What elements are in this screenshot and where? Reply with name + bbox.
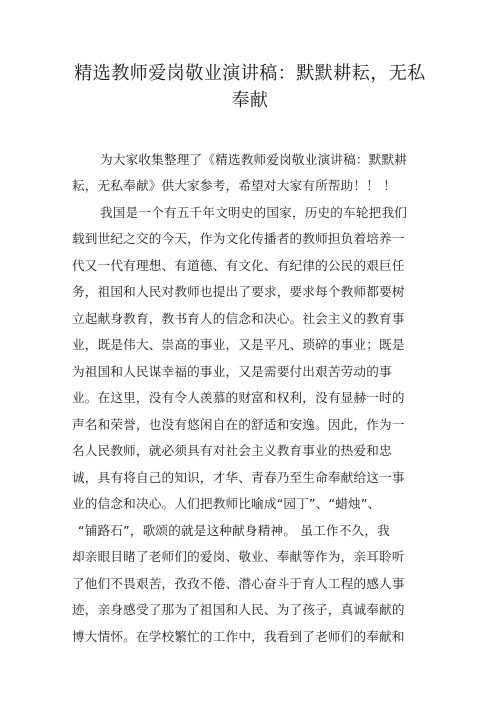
paragraph-line: 业。在这里，没有令人羡慕的财富和权利，没有显赫一时的 — [72, 390, 405, 405]
paragraph-line: 博大情怀。在学校繁忙的工作中，我看到了老师们的奉献和 — [72, 629, 405, 644]
paragraph-line: 为大家收集整理了《精选教师爱岗敬业演讲稿：默默耕 — [100, 152, 408, 167]
paragraph-line: 了他们不畏艰苦，孜孜不倦、潜心奋斗于育人工程的感人事 — [72, 576, 405, 591]
paragraph-line: 耘，无私奉献》供大家参考，希望对大家有所帮助！！ ！ — [72, 178, 397, 193]
paragraph-line: 立起献身教育，教书育人的信念和决心。社会主义的教育事 — [72, 311, 405, 326]
paragraph-line: 代又一代有理想、有道德、有文化、有纪律的公民的艰巨任 — [72, 258, 405, 273]
paragraph-line: 却亲眼目睹了老师们的爱岗、敬业、奉献等作为，亲耳聆听 — [72, 549, 405, 564]
paragraph-line: 为祖国和人民谋幸福的事业，又是需要付出艰苦劳动的事 — [72, 364, 392, 379]
paragraph-line: 业，既是伟大、崇高的事业，又是平凡、琐碎的事业；既是 — [72, 337, 405, 352]
paragraph-line: 声名和荣誉，也没有悠闲自在的舒适和安逸。因此，作为一 — [72, 417, 405, 432]
paragraph-line: 载到世纪之交的今天，作为文化传播者的教师担负着培养一 — [72, 231, 405, 246]
paragraph-line: 业的信念和决心。人们把教师比喻成“园丁”、“蜡烛”、 — [72, 496, 381, 511]
paragraph-line: 诚，具有将自己的知识，才华、青春乃至生命奉献给这一事 — [72, 470, 405, 485]
paragraph-line: 名人民教师，就必须具有对社会主义教育事业的热爱和忠 — [72, 443, 392, 458]
paragraph-line: “铺路石”，歌颂的就是这种献身精神。 虽工作不久，我 — [78, 523, 390, 538]
title-line-2: 奉献 — [231, 90, 269, 111]
title-line-1: 精选教师爱岗敬业演讲稿：默默耕耘，无私 — [74, 63, 426, 84]
paragraph-line: 迹，亲身感受了那为了祖国和人民、为了孩子，真诚奉献的 — [72, 602, 405, 617]
paragraph-line: 务，祖国和人民对教师也提出了要求，要求每个教师都要树 — [72, 284, 405, 299]
document-title — [60, 60, 440, 114]
paragraph-line: 我国是一个有五千年文明史的国家，历史的车轮把我们 — [100, 205, 408, 220]
